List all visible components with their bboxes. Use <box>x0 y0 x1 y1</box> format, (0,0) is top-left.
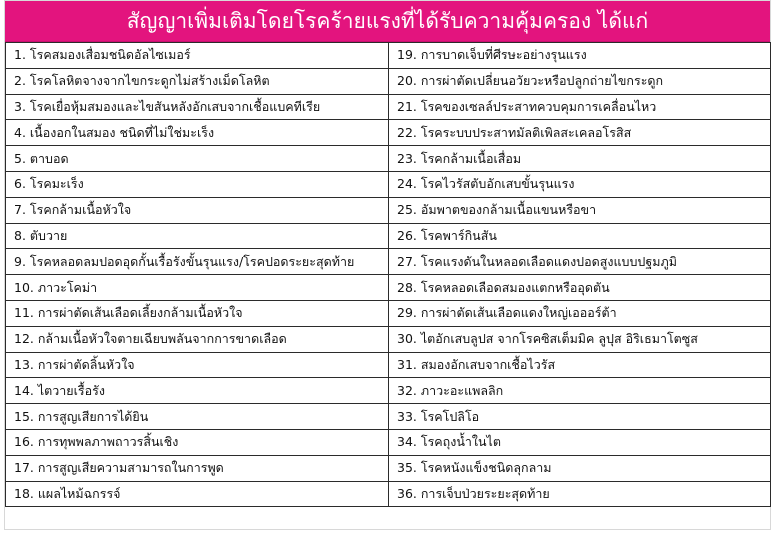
disease-item-left: 4. เนื้องอกในสมอง ชนิดที่ไม่ใช่มะเร็ง <box>6 120 389 146</box>
disease-item-right: 22. โรคระบบประสาทมัลติเพิลสะเคลอโรสิส <box>389 120 771 146</box>
table-row <box>6 197 771 223</box>
disease-item-right: 29. การผ่าตัดเส้นเลือดแดงใหญ่เอออร์ต้า <box>389 300 771 326</box>
disease-item-right: 24. โรคไวรัสตับอักเสบขั้นรุนแรง <box>389 171 771 197</box>
disease-item-left: 9. โรคหลอดลมปอดอุดกั้นเรื้อรังขั้นรุนแรง/โรคปอดระยะสุดท้าย <box>6 249 389 275</box>
disease-item-left: 10. ภาวะโคม่า <box>6 275 389 301</box>
disease-item-left: 6. โรคมะเร็ง <box>6 171 389 197</box>
disease-item-right: 21. โรคของเซลล์ประสาทควบคุมการเคลื่อนไหว <box>389 94 771 120</box>
disease-item-left: 11. การผ่าตัดเส้นเลือดเลี้ยงกล้ามเนื้อหัวใจ <box>6 300 389 326</box>
table-row <box>6 429 771 455</box>
table-row <box>6 275 771 301</box>
table-row <box>6 404 771 430</box>
disease-item-right: 31. สมองอักเสบจากเชื้อไวรัส <box>389 352 771 378</box>
disease-item-left: 12. กล้ามเนื้อหัวใจตายเฉียบพลันจากการขาดเลือด <box>6 326 389 352</box>
disease-item-right: 32. ภาวะอะแพลลิก <box>389 378 771 404</box>
table-row <box>6 249 771 275</box>
disease-item-left: 16. การทุพพลภาพถาวรสิ้นเชิง <box>6 429 389 455</box>
table-row <box>6 455 771 481</box>
table-row <box>6 68 771 94</box>
disease-item-left: 13. การผ่าตัดลิ้นหัวใจ <box>6 352 389 378</box>
disease-item-right: 26. โรคพาร์กินสัน <box>389 223 771 249</box>
disease-item-left: 1. โรคสมองเสื่อมชนิดอัลไซเมอร์ <box>6 43 389 69</box>
disease-item-right: 35. โรคหนังแข็งชนิดลุกลาม <box>389 455 771 481</box>
table-row <box>6 171 771 197</box>
disease-item-right: 27. โรคแรงดันในหลอดเลือดแดงปอดสูงแบบปฐมภูมิ <box>389 249 771 275</box>
disease-item-right: 23. โรคกล้ามเนื้อเสื่อม <box>389 146 771 172</box>
disease-item-right: 19. การบาดเจ็บที่ศีรษะอย่างรุนแรง <box>389 43 771 69</box>
table-row <box>6 94 771 120</box>
disease-item-left: 17. การสูญเสียความสามารถในการพูด <box>6 455 389 481</box>
table-row <box>6 120 771 146</box>
disease-item-left: 14. ไตวายเรื้อรัง <box>6 378 389 404</box>
disease-list-body <box>6 43 771 507</box>
disease-item-left: 2. โรคโลหิตจางจากไขกระดูกไม่สร้างเม็ดโลหิต <box>6 68 389 94</box>
table-row <box>6 326 771 352</box>
table-row <box>6 146 771 172</box>
disease-item-left: 5. ตาบอด <box>6 146 389 172</box>
disease-list-table <box>5 42 771 507</box>
disease-item-left: 15. การสูญเสียการได้ยิน <box>6 404 389 430</box>
coverage-table-card <box>4 0 771 530</box>
table-title: สัญญาเพิ่มเติมโดยโรคร้ายแรงที่ได้รับความคุ้มครอง ได้แก่ <box>5 1 770 42</box>
table-row <box>6 481 771 507</box>
disease-item-right: 28. โรคหลอดเลือดสมองแตกหรืออุดตัน <box>389 275 771 301</box>
disease-item-right: 30. ไตอักเสบลูปส จากโรคซิสเต็มมิค ลูปุส อิริเธมาโตซูส <box>389 326 771 352</box>
table-row <box>6 43 771 69</box>
table-row <box>6 300 771 326</box>
disease-item-left: 7. โรคกล้ามเนื้อหัวใจ <box>6 197 389 223</box>
disease-item-left: 8. ตับวาย <box>6 223 389 249</box>
disease-item-right: 34. โรคถุงน้ำในไต <box>389 429 771 455</box>
disease-item-right: 20. การผ่าตัดเปลี่ยนอวัยวะหรือปลูกถ่ายไขกระดูก <box>389 68 771 94</box>
disease-item-right: 36. การเจ็บป่วยระยะสุดท้าย <box>389 481 771 507</box>
disease-item-left: 3. โรคเยื่อหุ้มสมองและไขสันหลังอักเสบจากเชื้อแบคทีเรีย <box>6 94 389 120</box>
table-row <box>6 223 771 249</box>
table-row <box>6 352 771 378</box>
disease-item-left: 18. แผลไหม้ฉกรรจ์ <box>6 481 389 507</box>
table-row <box>6 378 771 404</box>
disease-item-right: 25. อัมพาตของกล้ามเนื้อแขนหรือขา <box>389 197 771 223</box>
disease-item-right: 33. โรคโปลิโอ <box>389 404 771 430</box>
